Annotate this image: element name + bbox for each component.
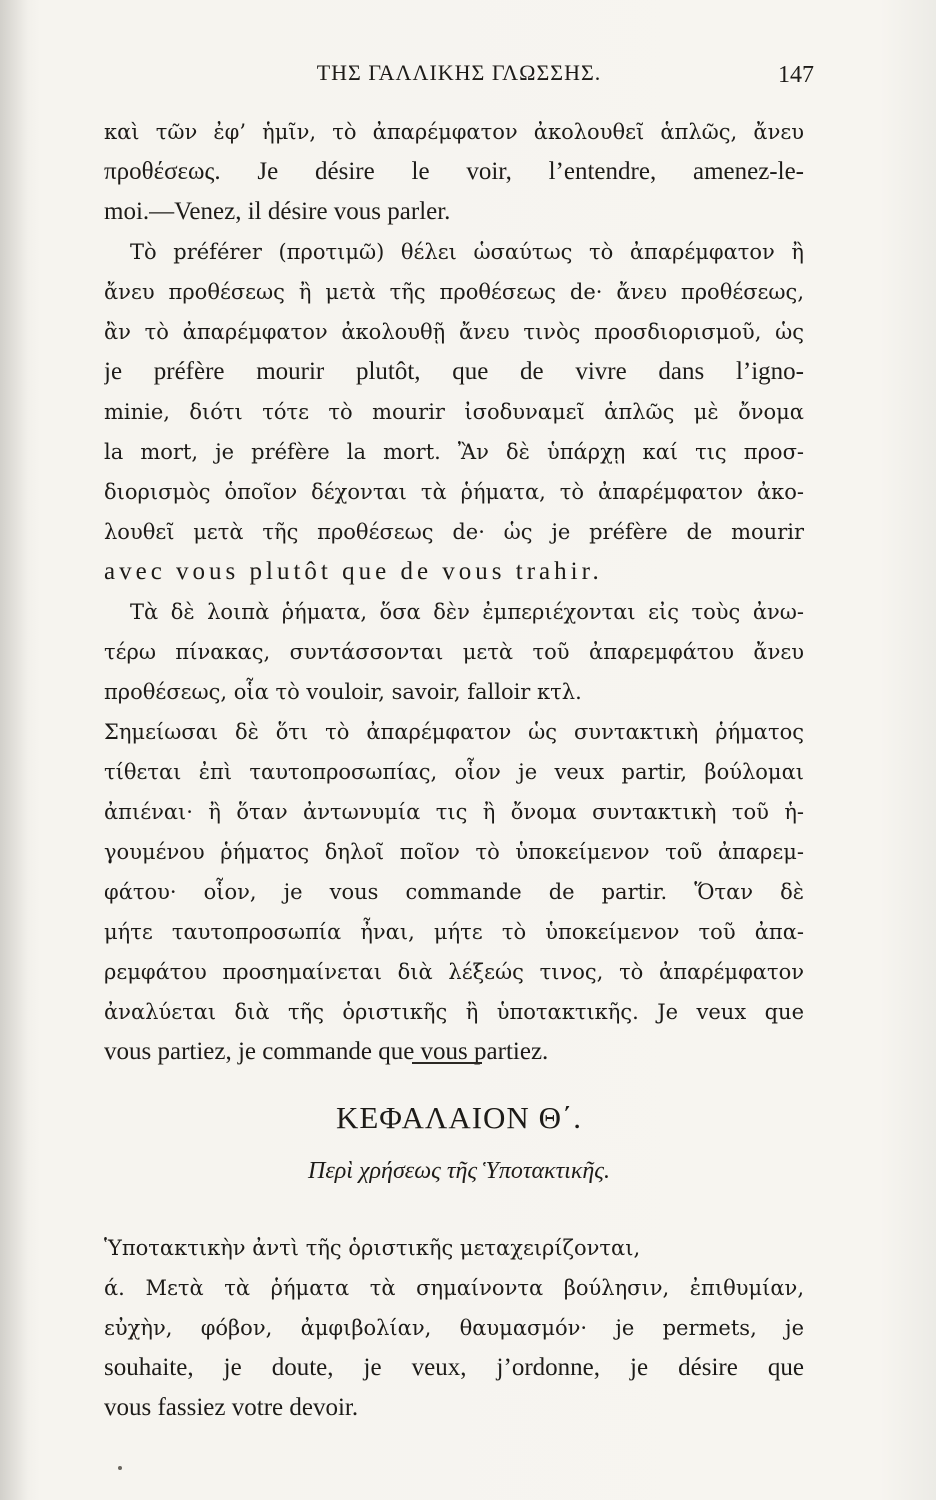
text-line: εὐχὴν, φόβον, ἀμφιβολίαν, θαυμασμόν· je permets, je [104, 1316, 804, 1340]
text-line: καὶ τῶν ἐφ’ ἡμῖν, τὸ ἀπαρέμφατον ἀκολουθεῖ ἁπλῶς, ἄνευ [104, 120, 804, 144]
body-text [104, 112, 804, 1072]
text-line: ρεμφάτου προσημαίνεται διὰ λέξεώς τινος, τὸ ἀπαρέμφατον [104, 960, 804, 984]
text-line: ἀπιέναι· ἢ ὅταν ἀντωνυμία τις ἢ ὄνομα συντακτικὴ τοῦ ἡ- [104, 800, 804, 824]
text-line: ἂν τὸ ἀπαρέμφατον ἀκολουθῇ ἄνευ τινὸς προσδιορισμοῦ, ὡς [104, 320, 804, 344]
section-divider [412, 1062, 482, 1064]
text-line: μήτε ταυτοπροσωπία ἦναι, μήτε τὸ ὑποκείμενον τοῦ ἀπα- [104, 920, 804, 944]
running-head [98, 60, 820, 90]
text-line: διορισμὸς ὁποῖον δέχονται τὰ ῥήματα, τὸ ἀπαρέμφατον ἀκο- [104, 480, 804, 504]
text-line: Σημείωσαι δὲ ὅτι τὸ ἀπαρέμφατον ὡς συντακτικὴ ῥήματος [104, 720, 804, 744]
text-line: Τὰ δὲ λοιπὰ ῥήματα, ὅσα δὲν ἐμπεριέχονται εἰς τοὺς ἀνω- [130, 600, 804, 624]
text-line: φάτου· οἷον, je vous commande de partir. Ὅταν δὲ [104, 880, 804, 904]
text-line: Ὑποτακτικὴν ἀντὶ τῆς ὁριστικῆς μεταχειρίζονται, [104, 1236, 641, 1260]
text-line: ἀναλύεται διὰ τῆς ὁριστικῆς ἢ ὑποτακτικῆς. Je veux que [104, 1000, 804, 1024]
text-line: avec vous plutôt que de vous trahir. [104, 558, 603, 585]
running-title: ΤΗΣ ΓΑΛΛΙΚΗΣ ΓΛΩΣΣΗΣ. [316, 60, 602, 85]
text-line: vous fassiez votre devoir. [104, 1394, 359, 1421]
text-line: γουμένου ῥήματος δηλοῖ ποῖον τὸ ὑποκείμενον τοῦ ἀπαρεμ- [104, 840, 804, 864]
text-line: λουθεῖ μετὰ τῆς προθέσεως de· ὡς je préfère de mourir [104, 520, 804, 544]
text-line: souhaite, je doute, je veux, j’ordonne, je désire que [104, 1354, 804, 1381]
text-line: la mort, je préfère la mort. Ἂν δὲ ὑπάρχῃ καί τις προσ- [104, 440, 804, 464]
text-line: moi.—Venez, il désire vous parler. [104, 198, 451, 225]
chapter-body [104, 1228, 804, 1428]
text-line: τέρω πίνακας, συντάσσονται μετὰ τοῦ ἀπαρεμφάτου ἄνευ [104, 640, 804, 664]
text-line: ἄνευ προθέσεως ἢ μετὰ τῆς προθέσεως de· ἄνευ προθέσεως, [104, 280, 804, 304]
text-line: προθέσεως, οἷα τὸ vouloir, savoir, falloir κτλ. [104, 680, 582, 704]
text-line: je préfère mourir plutôt, que de vivre dans l’igno- [104, 358, 804, 385]
text-line: προθέσεως. Je désire le voir, l’entendre, amenez-le- [104, 158, 804, 185]
chapter-subtitle: Περὶ χρήσεως τῆς Ὑποτακτικῆς. [307, 1158, 610, 1184]
text-line: ά. Μετὰ τὰ ῥήματα τὰ σημαίνοντα βούλησιν, ἐπιθυμίαν, [104, 1276, 804, 1300]
gutter-shadow [0, 0, 28, 1500]
print-speck [118, 1466, 122, 1470]
text-line: vous partiez, je commande que vous partiez. [104, 1038, 549, 1065]
text-line: minie, διότι τότε τὸ mourir ἰσοδυναμεῖ ἁπλῶς μὲ ὄνομα [104, 400, 804, 424]
text-line: τίθεται ἐπὶ ταυτοπροσωπίας, οἷον je veux partir, βούλομαι [104, 760, 804, 784]
page-number: 147 [778, 62, 814, 88]
chapter-heading: ΚΕΦΑΛΑΙΟΝ Θ΄. [335, 1100, 583, 1135]
text-line: Τὸ préférer (προτιμῶ) θέλει ὡσαύτως τὸ ἀπαρέμφατον ἢ [130, 240, 804, 264]
